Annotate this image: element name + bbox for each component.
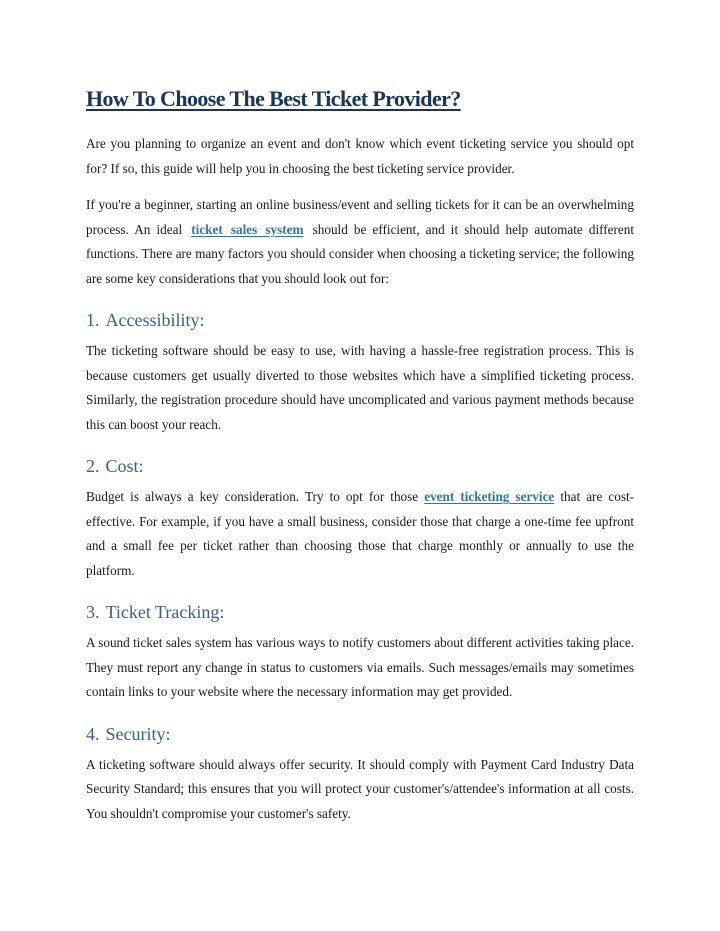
section-number: 1. [86, 310, 100, 330]
page-title: How To Choose The Best Ticket Provider? [86, 86, 461, 111]
ticket-sales-system-link[interactable]: ticket sales system [191, 221, 304, 237]
section-heading-cost [86, 453, 634, 479]
section-title: Ticket Tracking: [105, 602, 225, 622]
section-text-accessibility: The ticketing software should be easy to use, with having a hassle-free registration process. This is because customers get usually diverted to those websites which have a simplified ticketing process. Similarly, the registration procedure should have uncomplicated and various payment methods because this can boost your reach. [86, 343, 634, 432]
section-text-cost-after: that are cost-effective. For example, if you have a small business, consider those that charge a one-time fee upfront and a small fee per ticket rather than choosing those that charge monthly or annually to use the platform. [86, 489, 635, 578]
section-text-ticket-tracking: A sound ticket sales system has various ways to notify customers about different activities taking place. They must report any change in status to customers via emails. Such messages/emails may sometimes contain links to your website where the necessary information may get provided. [86, 635, 634, 699]
intro-paragraph-1: Are you planning to organize an event and don't know which event ticketing service you should opt for? If so, this guide will help you in choosing the best ticketing service provider. [86, 136, 634, 176]
section-title: Cost: [105, 456, 144, 476]
intro-paragraph-2-before: If you're a beginner, starting an online business/event and selling tickets for it can be an overwhelming process. An ideal [86, 197, 634, 237]
section-text-security: A ticketing software should always offer security. It should comply with Payment Card Industry Data Security Standard; this ensures that you will protect your customer's/attendee's information at all costs. You shouldn't compromise your customer's safety. [86, 756, 634, 821]
intro-paragraph-2 [86, 193, 634, 291]
section-number: 2. [86, 456, 100, 476]
section-title: Security: [105, 723, 171, 744]
section-text-cost [86, 485, 634, 583]
section-heading-ticket-tracking [86, 599, 634, 625]
section-heading-accessibility [86, 307, 634, 333]
section-title: Accessibility: [105, 310, 205, 330]
section-heading-security [86, 721, 634, 747]
section-number: 4. [86, 723, 100, 744]
section-text-cost-before: Budget is always a key consideration. Try to opt for those [86, 489, 419, 504]
intro-paragraph-2-after: should be efficient, and it should help automate different functions. There are many factors you should consider when choosing a ticketing service; the following are some key considerations that you should look out for: [86, 221, 635, 286]
section-number: 3. [86, 602, 100, 622]
event-ticketing-service-link[interactable]: event ticketing service [424, 489, 555, 504]
